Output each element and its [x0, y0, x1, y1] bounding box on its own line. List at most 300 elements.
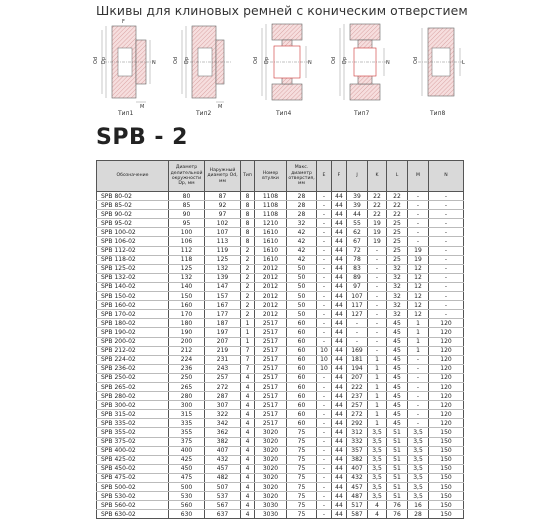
- table-cell: 44: [332, 219, 347, 228]
- table-cell: 10: [317, 346, 332, 355]
- table-cell: -: [408, 382, 429, 391]
- table-cell: 1108: [255, 201, 287, 210]
- table-cell: 75: [287, 446, 317, 455]
- table-row: [97, 483, 464, 492]
- table-row: [97, 473, 464, 482]
- table-cell: -: [429, 210, 464, 219]
- table-cell: -: [408, 201, 429, 210]
- table-cell: 44: [347, 210, 368, 219]
- table-cell: 3,5: [408, 455, 429, 464]
- table-cell: 7: [241, 364, 255, 373]
- table-cell: 3,5: [368, 464, 387, 473]
- table-cell: 44: [332, 228, 347, 237]
- column-header: M: [408, 161, 429, 192]
- table-cell: 44: [332, 246, 347, 255]
- table-cell: 60: [287, 364, 317, 373]
- table-cell: 500: [169, 483, 205, 492]
- table-cell: 1610: [255, 237, 287, 246]
- table-row: [97, 328, 464, 337]
- table-cell: 97: [205, 210, 241, 219]
- table-cell: SPB 300-02: [97, 401, 169, 410]
- dim-dp-label-3: Dp: [264, 56, 270, 64]
- table-row: [97, 382, 464, 391]
- table-cell: 637: [205, 510, 241, 519]
- table-cell: 120: [429, 337, 464, 346]
- table-cell: 4: [241, 483, 255, 492]
- table-cell: 450: [169, 464, 205, 473]
- table-cell: 45: [387, 373, 408, 382]
- table-cell: 194: [347, 364, 368, 373]
- table-row: [97, 346, 464, 355]
- table-cell: 44: [332, 401, 347, 410]
- table-cell: 630: [169, 510, 205, 519]
- table-row: [97, 410, 464, 419]
- column-header: E: [317, 161, 332, 192]
- table-cell: 60: [287, 410, 317, 419]
- table-cell: 39: [347, 192, 368, 201]
- table-cell: 8: [241, 237, 255, 246]
- table-row: [97, 510, 464, 519]
- table-cell: 4: [241, 464, 255, 473]
- table-cell: 2: [241, 292, 255, 301]
- table-cell: 2012: [255, 301, 287, 310]
- table-cell: 44: [332, 337, 347, 346]
- table-cell: 4: [368, 501, 387, 510]
- table-cell: 207: [347, 373, 368, 382]
- table-cell: -: [368, 310, 387, 319]
- table-cell: -: [347, 337, 368, 346]
- table-cell: 4: [241, 373, 255, 382]
- table-row: [97, 364, 464, 373]
- table-cell: 19: [408, 246, 429, 255]
- table-cell: 3,5: [408, 464, 429, 473]
- table-cell: 32: [387, 301, 408, 310]
- table-cell: 45: [387, 410, 408, 419]
- table-cell: 2517: [255, 392, 287, 401]
- table-cell: 2012: [255, 273, 287, 282]
- table-cell: SPB 170-02: [97, 310, 169, 319]
- table-cell: 280: [169, 392, 205, 401]
- table-cell: 150: [429, 428, 464, 437]
- table-cell: 257: [347, 401, 368, 410]
- table-cell: -: [368, 346, 387, 355]
- table-cell: 4: [241, 455, 255, 464]
- table-cell: 45: [387, 346, 408, 355]
- table-cell: -: [317, 282, 332, 291]
- table-cell: 45: [387, 364, 408, 373]
- table-cell: 12: [408, 292, 429, 301]
- pulley-type-diagrams: [92, 18, 472, 122]
- table-cell: 3020: [255, 428, 287, 437]
- table-cell: 22: [368, 192, 387, 201]
- table-cell: 44: [332, 419, 347, 428]
- table-cell: 3020: [255, 473, 287, 482]
- table-cell: 315: [169, 410, 205, 419]
- table-cell: 107: [205, 228, 241, 237]
- table-cell: SPB 500-02: [97, 483, 169, 492]
- table-cell: -: [317, 246, 332, 255]
- table-cell: 382: [205, 437, 241, 446]
- table-cell: 357: [347, 446, 368, 455]
- table-cell: 3,5: [368, 455, 387, 464]
- table-cell: 44: [332, 310, 347, 319]
- table-cell: -: [317, 464, 332, 473]
- table-cell: 44: [332, 510, 347, 519]
- table-cell: 307: [205, 401, 241, 410]
- table-cell: 7: [241, 355, 255, 364]
- table-cell: 1: [368, 392, 387, 401]
- dim-n-label: N: [152, 60, 156, 66]
- table-cell: 85: [169, 201, 205, 210]
- dim-m-label: M: [140, 104, 145, 110]
- table-cell: 60: [287, 373, 317, 382]
- table-cell: 322: [205, 410, 241, 419]
- table-cell: 45: [387, 355, 408, 364]
- table-cell: SPB 150-02: [97, 292, 169, 301]
- table-cell: 2: [241, 310, 255, 319]
- table-row: [97, 228, 464, 237]
- table-cell: 507: [205, 483, 241, 492]
- table-cell: 169: [347, 346, 368, 355]
- table-cell: -: [317, 273, 332, 282]
- table-cell: -: [317, 446, 332, 455]
- dim-dp-label-4: Dp: [342, 56, 348, 64]
- table-cell: 44: [332, 410, 347, 419]
- table-cell: 32: [387, 282, 408, 291]
- table-cell: 67: [347, 237, 368, 246]
- table-cell: 44: [332, 192, 347, 201]
- table-cell: 44: [332, 210, 347, 219]
- table-cell: 3,5: [408, 473, 429, 482]
- table-cell: -: [368, 255, 387, 264]
- table-cell: 265: [169, 382, 205, 391]
- table-cell: 45: [387, 401, 408, 410]
- table-cell: 44: [332, 255, 347, 264]
- table-cell: 425: [169, 455, 205, 464]
- table-cell: -: [429, 282, 464, 291]
- table-cell: 120: [429, 346, 464, 355]
- table-cell: 25: [387, 237, 408, 246]
- table-row: [97, 192, 464, 201]
- table-cell: 75: [287, 455, 317, 464]
- table-cell: 1: [368, 364, 387, 373]
- table-cell: 19: [408, 255, 429, 264]
- table-cell: 157: [205, 292, 241, 301]
- table-cell: 2517: [255, 382, 287, 391]
- table-cell: 335: [169, 419, 205, 428]
- table-cell: 180: [169, 319, 205, 328]
- table-cell: 517: [347, 501, 368, 510]
- table-cell: 1: [408, 319, 429, 328]
- table-cell: -: [317, 192, 332, 201]
- table-cell: 237: [347, 392, 368, 401]
- table-cell: 167: [205, 301, 241, 310]
- table-cell: 150: [429, 501, 464, 510]
- table-cell: -: [317, 319, 332, 328]
- table-cell: 44: [332, 292, 347, 301]
- dim-od-label-5: Od: [413, 56, 419, 64]
- table-cell: SPB 106-02: [97, 237, 169, 246]
- table-cell: 72: [347, 246, 368, 255]
- table-cell: 3020: [255, 455, 287, 464]
- table-cell: 50: [287, 301, 317, 310]
- table-cell: 90: [169, 210, 205, 219]
- table-cell: 1: [408, 346, 429, 355]
- table-cell: 2012: [255, 310, 287, 319]
- table-cell: 4: [241, 419, 255, 428]
- table-cell: 537: [205, 492, 241, 501]
- table-cell: -: [317, 373, 332, 382]
- table-cell: 1: [368, 410, 387, 419]
- table-cell: 1210: [255, 219, 287, 228]
- table-cell: 22: [368, 201, 387, 210]
- table-cell: 42: [287, 246, 317, 255]
- table-cell: 3,5: [408, 492, 429, 501]
- table-header-row: [97, 161, 464, 192]
- table-cell: 312: [347, 428, 368, 437]
- table-cell: 2517: [255, 364, 287, 373]
- table-cell: SPB 355-02: [97, 428, 169, 437]
- table-cell: 475: [169, 473, 205, 482]
- dim-n-label-4: N: [386, 60, 390, 66]
- table-cell: 120: [429, 364, 464, 373]
- table-cell: 219: [205, 346, 241, 355]
- table-cell: 32: [287, 219, 317, 228]
- table-cell: 177: [205, 310, 241, 319]
- table-row: [97, 201, 464, 210]
- type2-label: Тип2: [196, 110, 212, 117]
- table-cell: 95: [169, 219, 205, 228]
- table-cell: 8: [241, 192, 255, 201]
- table-cell: -: [408, 219, 429, 228]
- table-row: [97, 464, 464, 473]
- table-cell: 44: [332, 364, 347, 373]
- table-cell: -: [317, 201, 332, 210]
- table-cell: 150: [429, 492, 464, 501]
- table-cell: 87: [205, 192, 241, 201]
- table-cell: 32: [387, 264, 408, 273]
- table-cell: 3,5: [368, 446, 387, 455]
- table-row: [97, 373, 464, 382]
- column-header: Тип: [241, 161, 255, 192]
- table-cell: -: [429, 273, 464, 282]
- table-cell: SPB 180-02: [97, 319, 169, 328]
- table-cell: 2012: [255, 282, 287, 291]
- table-cell: 120: [429, 373, 464, 382]
- table-cell: -: [317, 237, 332, 246]
- table-cell: -: [317, 219, 332, 228]
- table-cell: 587: [347, 510, 368, 519]
- table-cell: 1: [368, 355, 387, 364]
- table-cell: -: [317, 419, 332, 428]
- table-cell: -: [429, 301, 464, 310]
- table-cell: 2517: [255, 419, 287, 428]
- table-cell: SPB 475-02: [97, 473, 169, 482]
- table-cell: 140: [169, 282, 205, 291]
- table-cell: 44: [332, 373, 347, 382]
- table-row: [97, 401, 464, 410]
- table-cell: SPB 112-02: [97, 246, 169, 255]
- table-cell: -: [408, 210, 429, 219]
- table-cell: 160: [169, 301, 205, 310]
- table-cell: 44: [332, 483, 347, 492]
- table-cell: -: [317, 510, 332, 519]
- table-cell: 44: [332, 464, 347, 473]
- table-cell: 1: [241, 328, 255, 337]
- table-cell: 120: [429, 410, 464, 419]
- table-cell: 19: [368, 237, 387, 246]
- table-cell: 4: [241, 382, 255, 391]
- table-cell: 45: [387, 319, 408, 328]
- table-cell: -: [368, 273, 387, 282]
- table-row: [97, 237, 464, 246]
- table-cell: 2: [241, 273, 255, 282]
- column-header: L: [387, 161, 408, 192]
- table-cell: SPB 530-02: [97, 492, 169, 501]
- table-cell: 2: [241, 246, 255, 255]
- table-cell: 120: [429, 419, 464, 428]
- table-cell: 1610: [255, 228, 287, 237]
- table-cell: 12: [408, 264, 429, 273]
- table-cell: 45: [387, 382, 408, 391]
- table-cell: 4: [241, 492, 255, 501]
- table-cell: 60: [287, 382, 317, 391]
- table-cell: 44: [332, 328, 347, 337]
- type8-label: Тип8: [430, 110, 446, 117]
- table-cell: SPB 250-02: [97, 373, 169, 382]
- table-cell: 19: [368, 219, 387, 228]
- table-cell: 51: [387, 464, 408, 473]
- type8-diagram: [418, 28, 464, 96]
- table-cell: 1: [241, 337, 255, 346]
- column-header: Наружный диаметр Od, мм: [205, 161, 241, 192]
- table-cell: 567: [205, 501, 241, 510]
- table-cell: 51: [387, 473, 408, 482]
- table-cell: 2517: [255, 328, 287, 337]
- table-cell: 51: [387, 437, 408, 446]
- table-row: [97, 210, 464, 219]
- table-cell: 60: [287, 401, 317, 410]
- table-cell: 50: [287, 282, 317, 291]
- table-row: [97, 501, 464, 510]
- table-cell: 16: [408, 501, 429, 510]
- table-cell: -: [408, 364, 429, 373]
- table-cell: 3030: [255, 501, 287, 510]
- table-cell: 60: [287, 319, 317, 328]
- table-cell: 19: [368, 228, 387, 237]
- table-row: [97, 246, 464, 255]
- table-cell: SPB 224-02: [97, 355, 169, 364]
- type1-diagram: [102, 26, 154, 102]
- table-cell: 60: [287, 392, 317, 401]
- table-cell: 1610: [255, 255, 287, 264]
- table-cell: -: [317, 483, 332, 492]
- table-cell: 150: [169, 292, 205, 301]
- table-cell: -: [368, 292, 387, 301]
- table-cell: 222: [347, 382, 368, 391]
- table-cell: -: [429, 219, 464, 228]
- table-cell: 2517: [255, 319, 287, 328]
- table-cell: 118: [169, 255, 205, 264]
- table-cell: 3,5: [368, 437, 387, 446]
- table-cell: 51: [387, 483, 408, 492]
- table-cell: -: [429, 264, 464, 273]
- table-cell: 4: [241, 428, 255, 437]
- table-cell: 75: [287, 473, 317, 482]
- table-cell: 457: [347, 483, 368, 492]
- table-cell: 150: [429, 446, 464, 455]
- table-cell: 272: [347, 410, 368, 419]
- table-cell: SPB 200-02: [97, 337, 169, 346]
- table-row: [97, 292, 464, 301]
- table-cell: 44: [332, 473, 347, 482]
- table-cell: 45: [387, 392, 408, 401]
- table-row: [97, 282, 464, 291]
- table-cell: -: [317, 301, 332, 310]
- table-cell: 44: [332, 437, 347, 446]
- table-cell: -: [317, 264, 332, 273]
- table-cell: -: [408, 355, 429, 364]
- table-cell: 75: [287, 464, 317, 473]
- table-cell: 112: [169, 246, 205, 255]
- table-cell: 113: [205, 237, 241, 246]
- table-cell: 3,5: [368, 473, 387, 482]
- table-cell: 127: [347, 310, 368, 319]
- table-cell: 12: [408, 301, 429, 310]
- table-cell: 22: [368, 210, 387, 219]
- table-row: [97, 255, 464, 264]
- table-cell: 200: [169, 337, 205, 346]
- dim-od-label-2: Od: [173, 56, 179, 64]
- table-cell: 132: [205, 264, 241, 273]
- table-cell: 44: [332, 455, 347, 464]
- table-cell: 44: [332, 492, 347, 501]
- table-cell: SPB 140-02: [97, 282, 169, 291]
- table-cell: 432: [205, 455, 241, 464]
- table-cell: 120: [429, 319, 464, 328]
- table-cell: -: [429, 246, 464, 255]
- table-cell: 22: [387, 192, 408, 201]
- table-cell: 50: [287, 310, 317, 319]
- table-cell: SPB 80-02: [97, 192, 169, 201]
- table-cell: 1108: [255, 210, 287, 219]
- table-cell: 25: [387, 255, 408, 264]
- table-cell: 42: [287, 228, 317, 237]
- table-cell: 355: [169, 428, 205, 437]
- table-cell: 60: [287, 419, 317, 428]
- table-cell: 44: [332, 264, 347, 273]
- table-cell: 28: [287, 201, 317, 210]
- table-cell: 75: [287, 437, 317, 446]
- table-cell: -: [317, 382, 332, 391]
- dim-f-label: F: [122, 19, 125, 25]
- table-cell: 181: [347, 355, 368, 364]
- table-cell: -: [429, 310, 464, 319]
- table-cell: 2517: [255, 401, 287, 410]
- table-cell: -: [347, 328, 368, 337]
- table-cell: -: [317, 501, 332, 510]
- table-cell: 487: [347, 492, 368, 501]
- type4-label: Тип4: [276, 110, 292, 117]
- table-cell: -: [317, 210, 332, 219]
- table-cell: -: [408, 192, 429, 201]
- table-cell: 8: [241, 219, 255, 228]
- table-cell: 120: [429, 401, 464, 410]
- table-cell: 457: [205, 464, 241, 473]
- table-cell: 45: [387, 337, 408, 346]
- table-row: [97, 428, 464, 437]
- table-row: [97, 355, 464, 364]
